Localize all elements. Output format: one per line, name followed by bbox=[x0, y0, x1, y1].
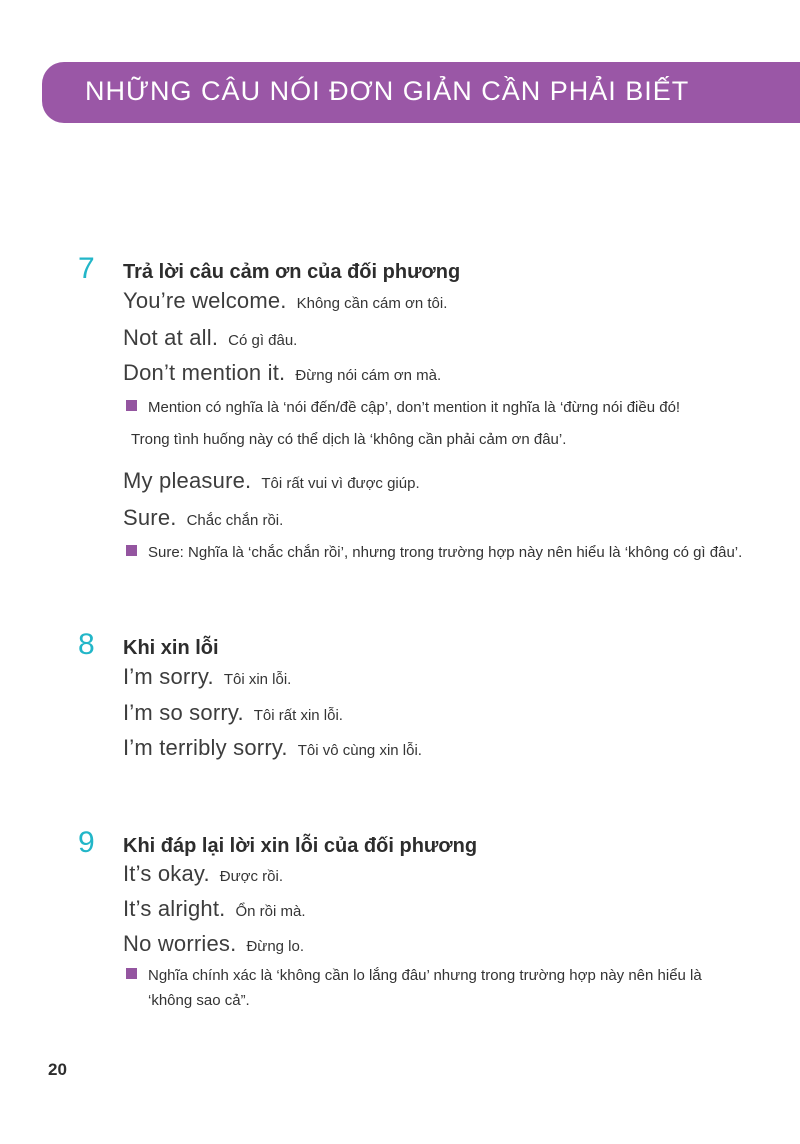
phrase-row bbox=[0, 931, 800, 957]
note-row bbox=[0, 963, 800, 1013]
page-number: 20 bbox=[48, 1060, 67, 1079]
phrase-row bbox=[0, 288, 800, 314]
phrase-vietnamese: Chắc chắn rồi. bbox=[186, 512, 284, 529]
square-bullet-icon bbox=[126, 400, 137, 411]
section-title: Trả lời câu cảm ơn của đối phương bbox=[123, 261, 461, 283]
chapter-banner bbox=[42, 62, 800, 123]
section-title: Khi xin lỗi bbox=[123, 637, 219, 659]
phrase-vietnamese: Được rồi. bbox=[219, 868, 283, 885]
note-text: Mention có nghĩa là ‘nói đến/đề cập’, don’t mention it nghĩa là ‘đừng nói điều đó! bbox=[148, 399, 681, 416]
phrase-english: No worries. bbox=[123, 931, 237, 956]
phrase-english: Sure. bbox=[123, 505, 177, 530]
phrase-row bbox=[0, 896, 800, 922]
phrase-vietnamese: Đừng nói cám ơn mà. bbox=[295, 367, 442, 384]
section-number: 8 bbox=[78, 628, 95, 661]
phrase-english: I’m terribly sorry. bbox=[123, 735, 288, 760]
phrase-vietnamese: Tôi rất vui vì được giúp. bbox=[261, 475, 420, 492]
chapter-title: NHỮNG CÂU NÓI ĐƠN GIẢN CẦN PHẢI BIẾT bbox=[85, 76, 690, 106]
phrase-vietnamese: Không cần cám ơn tôi. bbox=[296, 295, 448, 312]
phrase-vietnamese: Ổn rồi mà. bbox=[235, 903, 306, 920]
section-number: 9 bbox=[78, 826, 95, 859]
phrase-vietnamese: Tôi vô cùng xin lỗi. bbox=[297, 742, 422, 759]
phrase-row bbox=[0, 861, 800, 887]
section-7-header bbox=[0, 252, 800, 286]
note-row bbox=[0, 540, 800, 565]
phrase-vietnamese: Tôi rất xin lỗi. bbox=[253, 707, 343, 724]
phrase-english: It’s alright. bbox=[123, 896, 226, 921]
phrase-english: It’s okay. bbox=[123, 861, 210, 886]
square-bullet-icon bbox=[126, 545, 137, 556]
phrase-english: I’m so sorry. bbox=[123, 700, 244, 725]
phrase-row bbox=[0, 468, 800, 494]
phrase-english: Don’t mention it. bbox=[123, 360, 286, 385]
phrase-english: My pleasure. bbox=[123, 468, 252, 493]
phrase-english: I’m sorry. bbox=[123, 664, 214, 689]
phrase-row bbox=[0, 664, 800, 690]
note-row bbox=[0, 395, 800, 420]
phrase-vietnamese: Đừng lo. bbox=[246, 938, 305, 955]
subnote-text: Trong tình huống này có thể dịch là ‘không cần phải cảm ơn đâu’. bbox=[131, 431, 567, 448]
phrase-vietnamese: Tôi xin lỗi. bbox=[223, 671, 292, 688]
section-8-header bbox=[0, 628, 800, 662]
subnote-row bbox=[0, 431, 800, 448]
phrase-row bbox=[0, 325, 800, 351]
section-title: Khi đáp lại lời xin lỗi của đối phương bbox=[123, 835, 478, 857]
section-number: 7 bbox=[78, 252, 95, 285]
phrase-row bbox=[0, 360, 800, 386]
phrase-row bbox=[0, 700, 800, 726]
note-text: Nghĩa chính xác là ‘không cần lo lắng đâu’ nhưng trong trường hợp này nên hiểu là ‘không sao cả”. bbox=[148, 967, 702, 1009]
phrase-row bbox=[0, 735, 800, 761]
square-bullet-icon bbox=[126, 968, 137, 979]
section-9-header bbox=[0, 826, 800, 860]
phrase-vietnamese: Có gì đâu. bbox=[228, 332, 298, 349]
phrase-row bbox=[0, 505, 800, 531]
phrase-english: Not at all. bbox=[123, 325, 219, 350]
phrase-english: You’re welcome. bbox=[123, 288, 287, 313]
note-text: Sure: Nghĩa là ‘chắc chắn rồi’, nhưng trong trường hợp này nên hiểu là ‘không có gì đâu’. bbox=[148, 544, 743, 561]
